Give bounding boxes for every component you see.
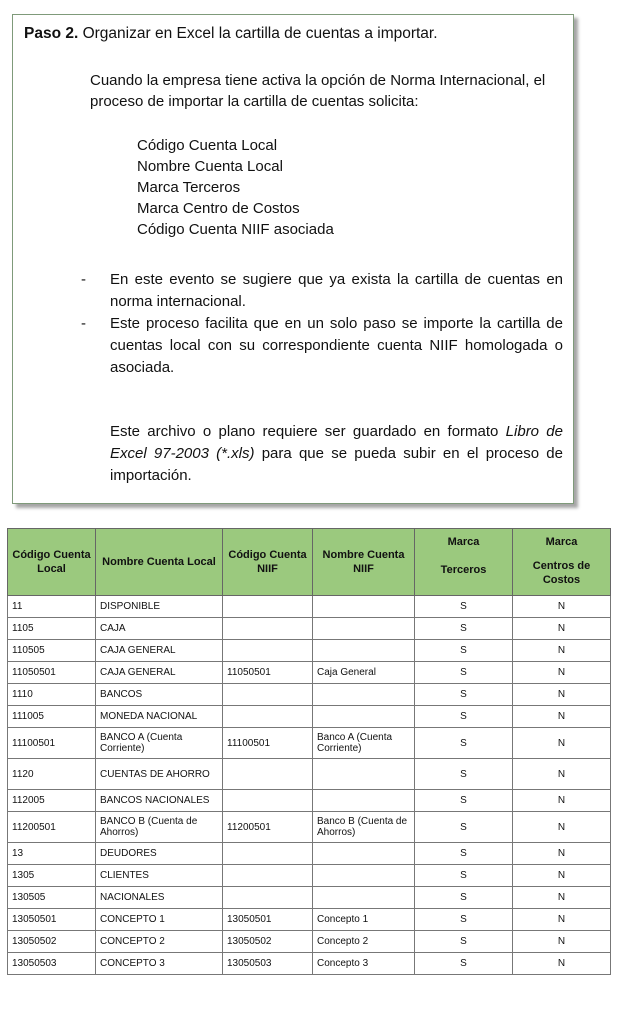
cell-nombre-local: DEUDORES (96, 843, 223, 865)
header-terceros-label: Terceros (440, 564, 487, 576)
cell-nombre-local: BANCO A (Cuenta Corriente) (96, 728, 223, 759)
table-row (8, 909, 611, 931)
table-row (8, 618, 611, 640)
table-row (8, 728, 611, 759)
header-marca-label: Marca (545, 536, 578, 548)
header-nombre-niif: Nombre Cuenta NIIF (313, 529, 415, 596)
cell-codigo-niif (223, 618, 313, 640)
cell-codigo-niif (223, 790, 313, 812)
cell-codigo-local: 111005 (8, 706, 96, 728)
cell-centros: N (513, 931, 611, 953)
table-row (8, 790, 611, 812)
cell-codigo-local: 11 (8, 596, 96, 618)
table-row (8, 931, 611, 953)
step-heading (24, 25, 438, 43)
table-row (8, 887, 611, 909)
cell-terceros: S (415, 887, 513, 909)
cell-nombre-niif (313, 759, 415, 790)
cell-codigo-local: 1120 (8, 759, 96, 790)
bullet-text: Este proceso facilita que en un solo paso se importe la cartilla de cuentas local con su correspondiente cuenta NIIF homologada o asociada. (110, 315, 563, 376)
cell-centros: N (513, 706, 611, 728)
cell-codigo-local: 13050503 (8, 953, 96, 975)
dash-marker: - (81, 315, 86, 332)
note-after: para que se pueda subir en el proceso de importación. (110, 445, 563, 484)
table-row (8, 662, 611, 684)
cell-codigo-niif (223, 887, 313, 909)
cell-centros: N (513, 684, 611, 706)
cell-terceros: S (415, 843, 513, 865)
cell-nombre-local: CAJA GENERAL (96, 640, 223, 662)
cell-centros: N (513, 790, 611, 812)
cell-centros: N (513, 812, 611, 843)
cell-codigo-local: 130505 (8, 887, 96, 909)
cell-nombre-niif (313, 618, 415, 640)
required-field: Marca Terceros (137, 179, 241, 196)
cell-terceros: S (415, 662, 513, 684)
file-format: Libro de Excel 97-2003 (*.xls) (110, 423, 563, 462)
cell-codigo-niif (223, 759, 313, 790)
table-row (8, 640, 611, 662)
cell-terceros: S (415, 728, 513, 759)
cell-codigo-local: 13050502 (8, 931, 96, 953)
cell-nombre-local: BANCOS (96, 684, 223, 706)
bullet-item (81, 269, 563, 313)
cell-terceros: S (415, 790, 513, 812)
cell-codigo-niif (223, 640, 313, 662)
cell-nombre-niif: Caja General (313, 662, 415, 684)
table-row (8, 953, 611, 975)
header-codigo-local: Código Cuenta Local (8, 529, 96, 596)
cell-centros: N (513, 865, 611, 887)
cell-terceros: S (415, 865, 513, 887)
table-row (8, 865, 611, 887)
cell-codigo-niif (223, 865, 313, 887)
cell-nombre-local: CONCEPTO 1 (96, 909, 223, 931)
cell-nombre-local: BANCO B (Cuenta de Ahorros) (96, 812, 223, 843)
table-row (8, 596, 611, 618)
cell-nombre-niif (313, 865, 415, 887)
cell-codigo-niif: 11100501 (223, 728, 313, 759)
cell-nombre-niif: Concepto 1 (313, 909, 415, 931)
table-row (8, 759, 611, 790)
cell-codigo-niif (223, 843, 313, 865)
cell-nombre-local: NACIONALES (96, 887, 223, 909)
bullet-item (81, 313, 563, 379)
cell-nombre-niif (313, 640, 415, 662)
cell-terceros: S (415, 759, 513, 790)
step-label: Paso 2. (24, 25, 79, 42)
cell-nombre-niif (313, 843, 415, 865)
intro-paragraph: Cuando la empresa tiene activa la opción de Norma Internacional, el proceso de importar la cartilla de cuentas solicita: (90, 72, 546, 110)
cell-codigo-niif: 13050501 (223, 909, 313, 931)
cell-nombre-niif (313, 790, 415, 812)
header-centros-label: Centros de Costos (532, 560, 591, 586)
cell-nombre-local: MONEDA NACIONAL (96, 706, 223, 728)
cell-centros: N (513, 953, 611, 975)
cell-codigo-local: 13 (8, 843, 96, 865)
cell-centros: N (513, 909, 611, 931)
required-field: Código Cuenta NIIF asociada (137, 221, 334, 238)
cell-nombre-local: CAJA GENERAL (96, 662, 223, 684)
cell-codigo-local: 1110 (8, 684, 96, 706)
header-codigo-niif: Código Cuenta NIIF (223, 529, 313, 596)
cell-centros: N (513, 596, 611, 618)
cell-centros: N (513, 843, 611, 865)
table-row (8, 843, 611, 865)
cell-codigo-niif (223, 596, 313, 618)
cell-nombre-niif (313, 887, 415, 909)
cell-terceros: S (415, 812, 513, 843)
cell-codigo-local: 112005 (8, 790, 96, 812)
table-row (8, 706, 611, 728)
dash-marker: - (81, 271, 86, 288)
cell-centros: N (513, 640, 611, 662)
cell-nombre-niif: Concepto 3 (313, 953, 415, 975)
cell-codigo-local: 11200501 (8, 812, 96, 843)
step-title: Organizar en Excel la cartilla de cuentas a importar. (82, 25, 438, 42)
cell-centros: N (513, 728, 611, 759)
cell-nombre-local: CONCEPTO 2 (96, 931, 223, 953)
cell-nombre-niif (313, 684, 415, 706)
cell-codigo-niif: 11050501 (223, 662, 313, 684)
cell-centros: N (513, 759, 611, 790)
cell-nombre-local: CLIENTES (96, 865, 223, 887)
accounts-table (7, 528, 611, 975)
format-note (110, 421, 563, 487)
header-marca-terceros (415, 529, 513, 596)
cell-nombre-niif: Banco B (Cuenta de Ahorros) (313, 812, 415, 843)
cell-codigo-local: 11050501 (8, 662, 96, 684)
note-before: Este archivo o plano requiere ser guardado en formato (110, 423, 499, 440)
cell-codigo-local: 13050501 (8, 909, 96, 931)
cell-nombre-local: CUENTAS DE AHORRO (96, 759, 223, 790)
cell-codigo-local: 110505 (8, 640, 96, 662)
cell-nombre-niif: Concepto 2 (313, 931, 415, 953)
cell-codigo-niif (223, 684, 313, 706)
cell-codigo-niif: 13050503 (223, 953, 313, 975)
bullet-text: En este evento se sugiere que ya exista la cartilla de cuentas en norma internacional. (110, 271, 563, 310)
cell-nombre-local: CAJA (96, 618, 223, 640)
table-body (8, 596, 611, 975)
cell-centros: N (513, 887, 611, 909)
required-fields-list (137, 135, 334, 240)
cell-codigo-niif (223, 706, 313, 728)
header-marca-centros (513, 529, 611, 596)
required-field: Código Cuenta Local (137, 137, 278, 154)
header-marca-label: Marca (447, 536, 480, 548)
cell-terceros: S (415, 909, 513, 931)
bullet-list (81, 269, 563, 379)
required-field: Marca Centro de Costos (137, 200, 300, 217)
cell-terceros: S (415, 953, 513, 975)
cell-codigo-niif: 11200501 (223, 812, 313, 843)
cell-nombre-local: BANCOS NACIONALES (96, 790, 223, 812)
cell-terceros: S (415, 706, 513, 728)
cell-codigo-local: 1305 (8, 865, 96, 887)
table-header-row (8, 529, 611, 596)
table-row (8, 812, 611, 843)
cell-centros: N (513, 662, 611, 684)
cell-terceros: S (415, 931, 513, 953)
cell-centros: N (513, 618, 611, 640)
cell-terceros: S (415, 640, 513, 662)
cell-codigo-niif: 13050502 (223, 931, 313, 953)
cell-terceros: S (415, 684, 513, 706)
table-row (8, 684, 611, 706)
header-nombre-local: Nombre Cuenta Local (96, 529, 223, 596)
cell-nombre-niif (313, 596, 415, 618)
instruction-box (12, 14, 574, 504)
cell-nombre-local: CONCEPTO 3 (96, 953, 223, 975)
cell-terceros: S (415, 618, 513, 640)
cell-codigo-local: 1105 (8, 618, 96, 640)
cell-terceros: S (415, 596, 513, 618)
cell-codigo-local: 11100501 (8, 728, 96, 759)
cell-nombre-niif: Banco A (Cuenta Corriente) (313, 728, 415, 759)
cell-nombre-niif (313, 706, 415, 728)
required-field: Nombre Cuenta Local (137, 158, 283, 175)
cell-nombre-local: DISPONIBLE (96, 596, 223, 618)
